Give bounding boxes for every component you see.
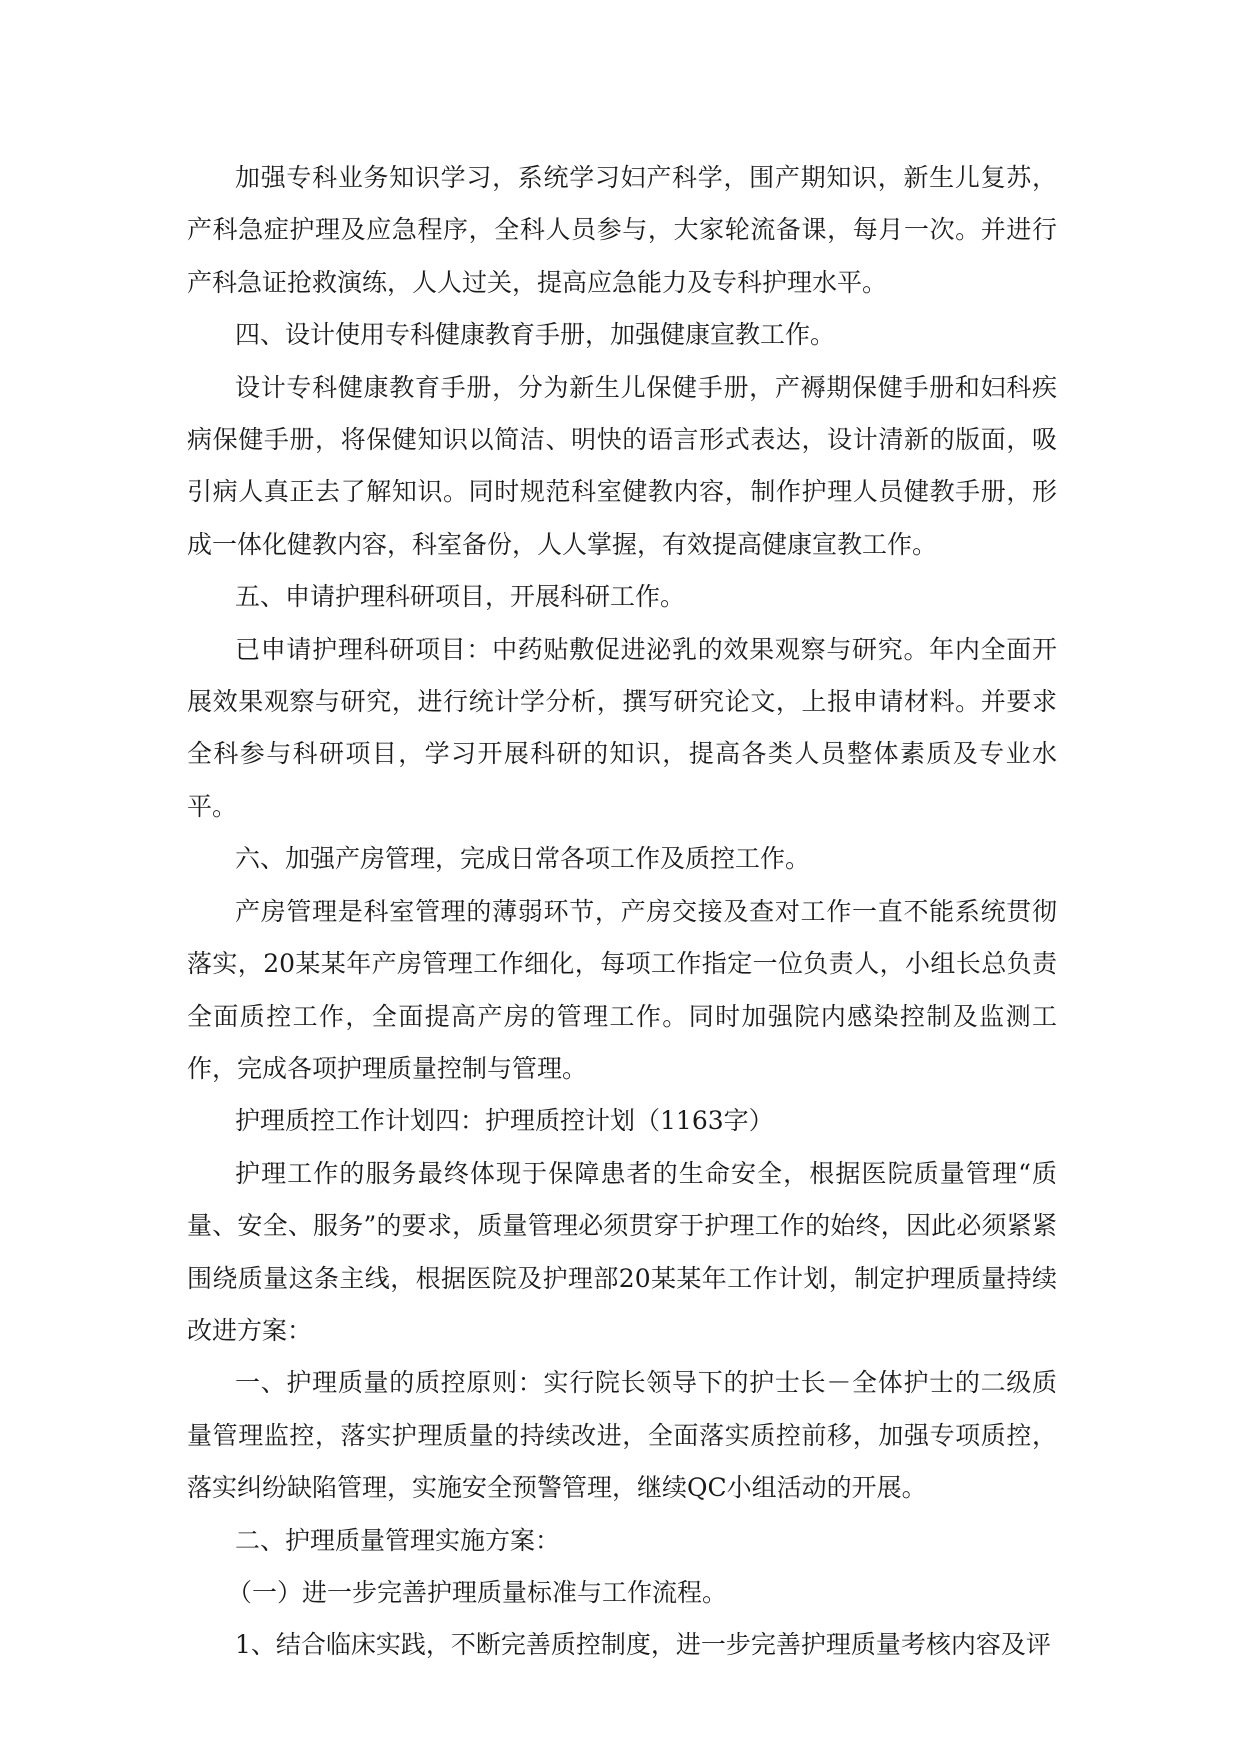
paragraph-qc-principle: 一、护理质量的质控原则：实行院长领导下的护士长－全体护士的二级质量管理监控，落实护理质量的持续改进，全面落实质控前移，加强专项质控，落实纠纷缺陷管理，实施安全预警管理，继续QC小组活动的开展。: [187, 1368, 1057, 1503]
paragraph-delivery-room: 产房管理是科室管理的薄弱环节，产房交接及查对工作一直不能系统贯彻落实，20某某年产房管理工作细化，每项工作指定一位负责人，小组长总负责全面质控工作，全面提高产房的管理工作。同时加强院内感染控制及监测工作，完成各项护理质量控制与管理。: [187, 896, 1057, 1083]
paragraph-plan-intro: 护理工作的服务最终体现于保障患者的生命安全，根据医院质量管理“质量、安全、服务”的要求，质量管理必须贯穿于护理工作的始终，因此必须紧紧围绕质量这条主线，根据医院及护理部20某某年工作计划，制定护理质量持续改进方案：: [187, 1158, 1057, 1345]
section-heading-implementation: 二、护理质量管理实施方案：: [235, 1525, 561, 1555]
plan-title: 护理质控工作计划四：护理质控计划（1163字）: [235, 1106, 774, 1136]
paragraph-item-1: 1、结合临床实践，不断完善质控制度，进一步完善护理质量考核内容及评: [235, 1630, 1051, 1660]
section-heading-delivery-room: 六、加强产房管理，完成日常各项工作及质控工作。: [235, 844, 811, 874]
document-body: [187, 152, 1057, 1672]
subsection-heading-standards: （一）进一步完善护理质量标准与工作流程。: [227, 1577, 728, 1607]
section-heading-health-education: 四、设计使用专科健康教育手册，加强健康宣教工作。: [235, 320, 836, 350]
paragraph-specialty-training: 加强专科业务知识学习，系统学习妇产科学，围产期知识，新生儿复苏，产科急症护理及应急程序，全科人员参与，大家轮流备课，每月一次。并进行产科急证抢救演练，人人过关，提高应急能力及专科护理水平。: [187, 163, 1057, 297]
paragraph-research: 已申请护理科研项目：中药贴敷促进泌乳的效果观察与研究。年内全面开展效果观察与研究，进行统计学分析，撰写研究论文，上报申请材料。并要求全科参与科研项目，学习开展科研的知识，提高各类人员整体素质及专业水平。: [187, 634, 1057, 821]
paragraph-health-education: 设计专科健康教育手册，分为新生儿保健手册，产褥期保健手册和妇科疾病保健手册，将保健知识以简洁、明快的语言形式表达，设计清新的版面，吸引病人真正去了解知识。同时规范科室健教内容，制作护理人员健教手册，形成一体化健教内容，科室备份，人人掌握，有效提高健康宣教工作。: [187, 372, 1057, 559]
section-heading-research: 五、申请护理科研项目，开展科研工作。: [235, 582, 686, 612]
